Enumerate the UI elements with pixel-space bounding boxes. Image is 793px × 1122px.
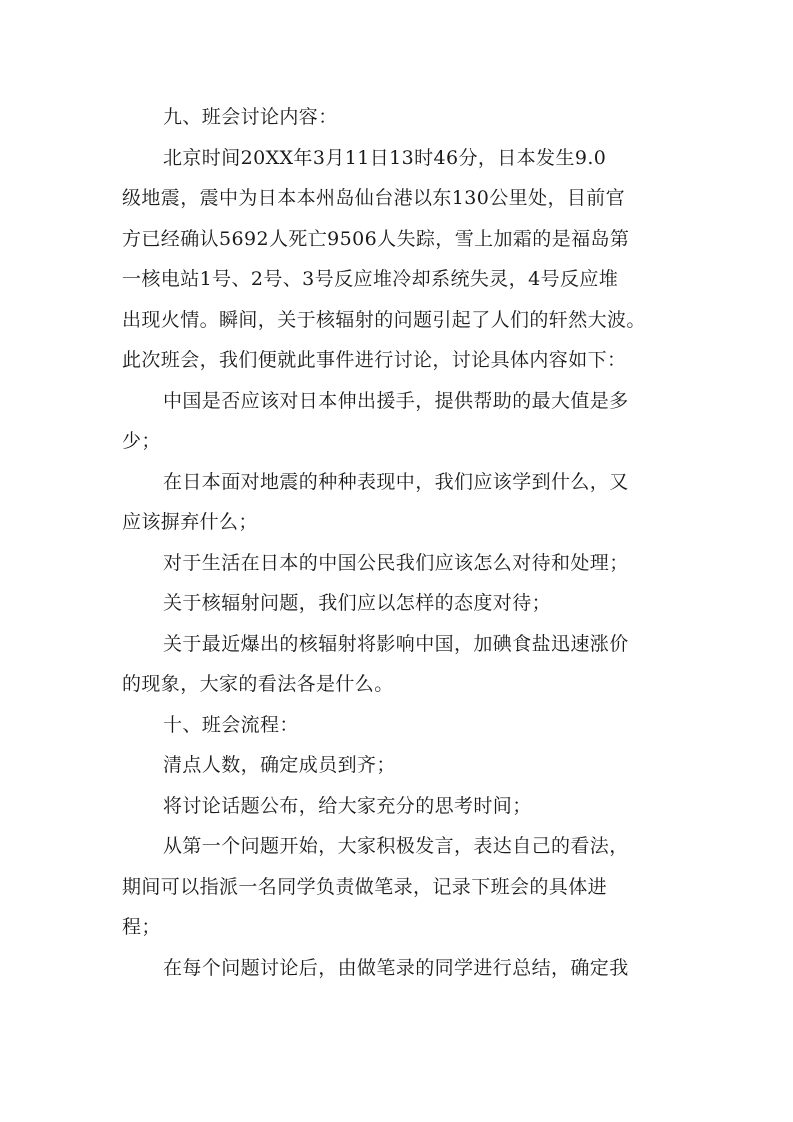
discussion-item-2-cont: 应该摒弃什么； [122,511,258,533]
process-step-3-cont: 期间可以指派一名同学负责做笔录，记录下班会的具体进 [122,875,608,898]
discussion-item-3: 对于生活在日本的中国公民我们应该怎么对待和处理； [163,551,629,574]
paragraph-line: 一核电站1号、2号、3号反应堆冷却系统失灵，4号反应堆 [122,268,619,290]
paragraph-line: 此次班会，我们便就此事件进行讨论，讨论具体内容如下： [122,349,627,371]
process-step-4: 在每个问题讨论后，由做笔录的同学进行总结，确定我 [163,956,629,979]
process-step-1: 清点人数，确定成员到齐； [163,754,396,776]
discussion-item-5: 关于最近爆出的核辐射将影响中国，加碘食盐迅速涨价 [163,632,629,655]
paragraph-line: 北京时间20XX年3月11日13时46分，日本发生9.0 [163,146,607,169]
section-heading-discussion: 九、班会讨论内容： [163,106,338,128]
process-step-2: 将讨论话题公布，给大家充分的思考时间； [163,794,532,817]
discussion-item-2: 在日本面对地震的种种表现中，我们应该学到什么，又 [163,470,629,493]
discussion-item-1: 中国是否应该对日本伸出援手，提供帮助的最大值是多 [163,389,629,412]
discussion-item-4: 关于核辐射问题，我们应以怎样的态度对待； [163,592,552,614]
process-step-3-cont: 程； [122,916,161,938]
paragraph-line: 级地震，震中为日本本州岛仙台港以东130公里处，目前官 [122,187,626,209]
discussion-item-5-cont: 的现象，大家的看法各是什么。 [122,673,394,695]
discussion-item-1-cont: 少； [122,430,161,452]
process-step-3: 从第一个问题开始，大家积极发言，表达自己的看法， [163,835,629,857]
paragraph-line: 方已经确认5692人死亡9506人失踪，雪上加霜的是福岛第 [122,227,630,250]
paragraph-line: 出现火情。瞬间，关于核辐射的问题引起了人们的轩然大波。 [122,308,646,331]
document-body [122,97,678,988]
section-heading-process: 十、班会流程： [163,713,299,736]
